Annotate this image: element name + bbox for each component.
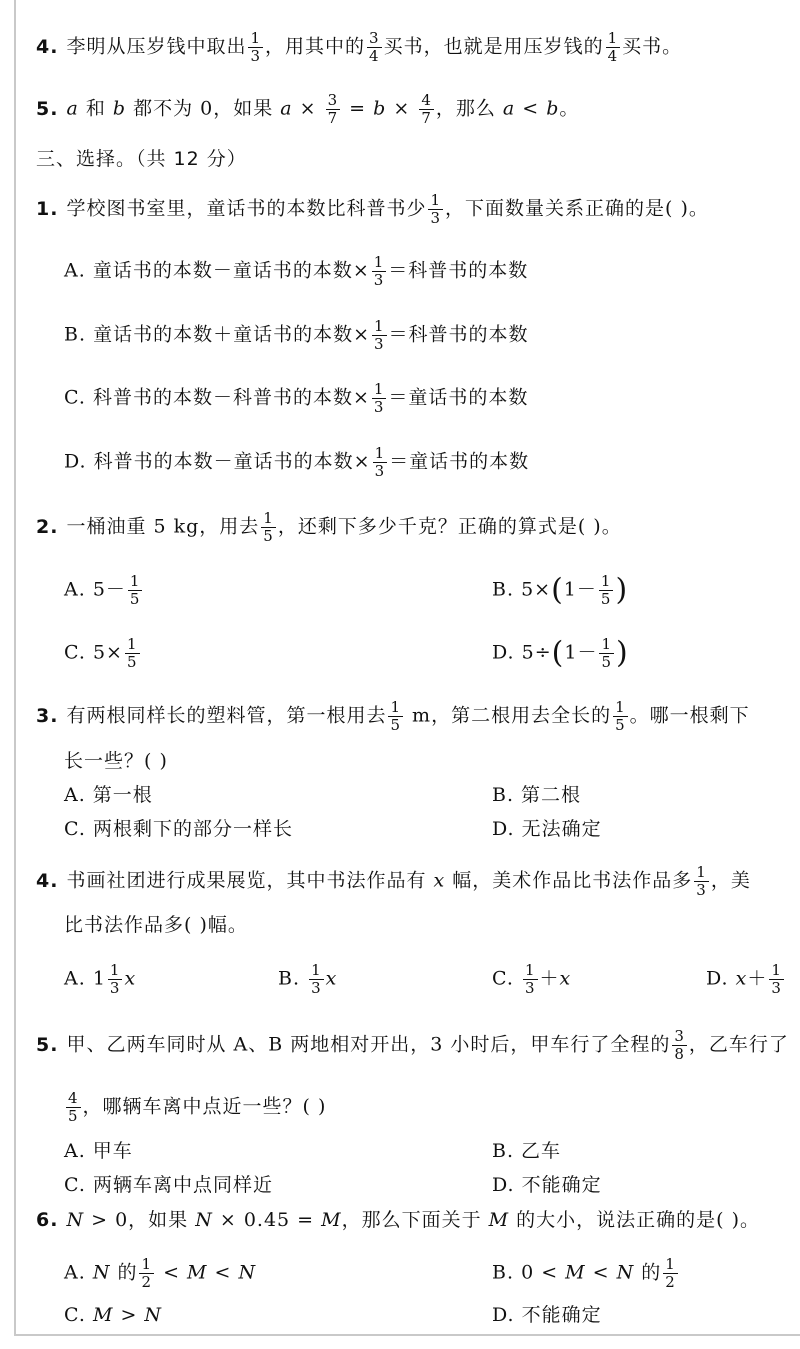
mc-q4-option-d[interactable]: D. x＋ $\frac{1}{3}$ (706, 961, 782, 997)
mc-q5-option-a[interactable]: A. 甲车 (64, 1140, 133, 1162)
mc-q6-option-d[interactable]: D. 不能确定 (492, 1304, 602, 1326)
fraction: $\frac{4}{7}$ (421, 91, 432, 127)
fraction: $\frac{1}{3}$ (373, 380, 385, 416)
fraction: $\frac{1}{5}$ (600, 572, 612, 608)
mc-question-4-line2: 比书法作品多( )幅。 (64, 914, 248, 936)
mc-q2-option-c[interactable]: C. 5× $\frac{1}{5}$ (64, 635, 138, 671)
fraction: $\frac{1}{5}$ (601, 635, 613, 671)
page-border-bottom (14, 1334, 800, 1336)
mc-q6-option-a[interactable]: A. N 的 $\frac{1}{2}$ < M < N (64, 1255, 257, 1291)
mc-question-4: 4. 书画社团进行成果展览，其中书法作品有 x 幅，美术作品比书法作品多 $\frac{1}{3}$ ，美 (36, 863, 751, 899)
fraction: $\frac{1}{3}$ (373, 317, 385, 353)
fraction: $\frac{1}{3}$ (250, 29, 262, 65)
fraction: $\frac{1}{2}$ (141, 1255, 153, 1291)
fraction: $\frac{1}{5}$ (126, 635, 138, 671)
fraction: $\frac{1}{5}$ (390, 698, 402, 734)
mc-q6-option-c[interactable]: C. M > N (64, 1304, 163, 1326)
mc-q4-option-a[interactable]: A. 1 $\frac{1}{3}$ x (64, 961, 137, 997)
mc-q2-option-b[interactable]: B. 5×(1－ $\frac{1}{5}$ ) (492, 572, 629, 608)
mc-q5-option-b[interactable]: B. 乙车 (492, 1140, 562, 1162)
fraction: $\frac{3}{8}$ (674, 1027, 685, 1063)
fraction: $\frac{1}{3}$ (696, 863, 707, 899)
fraction: $\frac{1}{4}$ (607, 29, 619, 65)
fraction: $\frac{1}{3}$ (109, 961, 121, 997)
fraction: $\frac{1}{3}$ (771, 961, 782, 997)
fraction: $\frac{1}{3}$ (430, 191, 442, 227)
mc-q2-option-a[interactable]: A. 5－ $\frac{1}{5}$ (64, 572, 141, 608)
mc-question-3-line2: 长一些？( ) (64, 750, 168, 772)
mc-q4-option-c[interactable]: C. $\frac{1}{3}$ ＋x (492, 961, 572, 997)
fraction: $\frac{4}{5}$ (68, 1089, 79, 1125)
mc-question-2: 2. 一桶油重 5 kg，用去 $\frac{1}{5}$ ，还剩下多少千克？正确的算式是( )。 (36, 509, 622, 545)
page-border-left (14, 0, 16, 1335)
mc-q1-option-c[interactable]: C. 科普书的本数－科普书的本数× $\frac{1}{3}$ ＝童话书的本数 (64, 380, 529, 416)
fraction: $\frac{1}{5}$ (263, 509, 274, 545)
mc-q5-option-d[interactable]: D. 不能确定 (492, 1174, 602, 1196)
fraction: $\frac{1}{3}$ (373, 253, 385, 289)
fraction: $\frac{3}{4}$ (369, 29, 380, 65)
fraction: $\frac{3}{7}$ (327, 91, 339, 127)
mc-q3-option-c[interactable]: C. 两根剩下的部分一样长 (64, 818, 293, 840)
mc-q3-option-d[interactable]: D. 无法确定 (492, 818, 602, 840)
fraction: $\frac{1}{5}$ (615, 698, 626, 734)
mc-q4-option-b[interactable]: B. $\frac{1}{3}$ x (278, 961, 338, 997)
tf-question-5: 5. a 和 b 都不为 0，如果 a × $\frac{3}{7}$ = b × $\frac{4}{7}$ ，那么 a < b。 (36, 91, 580, 127)
mc-q3-option-b[interactable]: B. 第二根 (492, 784, 582, 806)
mc-q1-option-d[interactable]: D. 科普书的本数－童话书的本数× $\frac{1}{3}$ ＝童话书的本数 (64, 444, 530, 480)
mc-q2-option-d[interactable]: D. 5÷(1－ $\frac{1}{5}$ ) (492, 635, 629, 671)
mc-q6-option-b[interactable]: B. 0 < M < N 的 $\frac{1}{2}$ (492, 1255, 676, 1291)
mc-q3-option-a[interactable]: A. 第一根 (64, 784, 153, 806)
mc-question-3: 3. 有两根同样长的塑料管，第一根用去 $\frac{1}{5}$ m，第二根用去全长的 $\frac{1}{5}$ 。哪一根剩下 (36, 698, 750, 734)
fraction: $\frac{1}{3}$ (524, 961, 536, 997)
mc-q5-option-c[interactable]: C. 两辆车离中点同样近 (64, 1174, 273, 1196)
fraction: $\frac{1}{3}$ (374, 444, 386, 480)
tf-question-4: 4. 李明从压岁钱中取出 $\frac{1}{3}$ ，用其中的 $\frac{3}{4}$ 买书，也就是用压岁钱的 $\frac{1}{4}$ 买书。 (36, 29, 683, 65)
fraction: $\frac{1}{2}$ (665, 1255, 676, 1291)
mc-question-5: 5. 甲、乙两车同时从 A、B 两地相对开出，3 小时后，甲车行了全程的 $\frac{3}{8}$ ，乙车行了 (36, 1027, 789, 1063)
mc-question-5-line2: $\frac{4}{5}$ ，哪辆车离中点近一些？( ) (68, 1089, 327, 1125)
mc-question-1: 1. 学校图书室里，童话书的本数比科普书少 $\frac{1}{3}$ ，下面数量关系正确的是( )。 (36, 191, 709, 227)
mc-question-6: 6. N > 0，如果 N × 0.45 = M，那么下面关于 M 的大小，说法正确的是( )。 (36, 1209, 761, 1231)
mc-q1-option-a[interactable]: A. 童话书的本数－童话书的本数× $\frac{1}{3}$ ＝科普书的本数 (64, 253, 529, 289)
fraction: $\frac{1}{5}$ (129, 572, 141, 608)
mc-q1-option-b[interactable]: B. 童话书的本数＋童话书的本数× $\frac{1}{3}$ ＝科普书的本数 (64, 317, 529, 353)
fraction: $\frac{1}{3}$ (311, 961, 322, 997)
section-heading: 三、选择。（共 12 分） (36, 148, 247, 170)
